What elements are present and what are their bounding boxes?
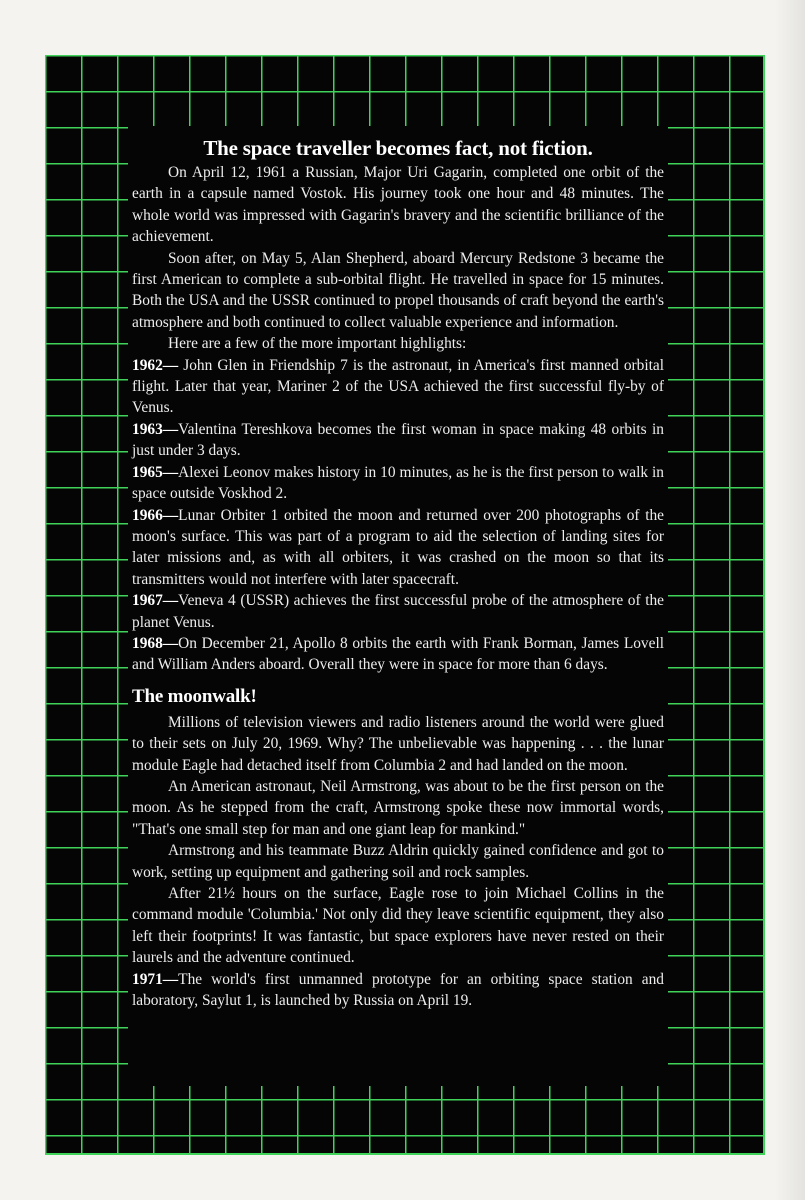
paragraph: After 21½ hours on the surface, Eagle rose to join Michael Collins in the command module 'Columbia.' Not only did they leave scientific equipment, they also left their footprints! It was fantastic, but space explorers have never rested on their laurels and the adventure continued. bbox=[132, 885, 664, 967]
highlight-year: 1968— bbox=[132, 634, 179, 652]
highlight-item bbox=[132, 633, 664, 676]
highlight-item bbox=[132, 355, 664, 419]
highlight-item bbox=[132, 505, 664, 591]
highlight-item bbox=[132, 590, 664, 633]
paragraph: Millions of television viewers and radio listeners around the world were glued to their sets on July 20, 1969. Why? The unbelievable was happening . . . the lunar module Eagle had detached itself from Columbia 2 and had landed on the moon. bbox=[132, 713, 664, 774]
highlight-item bbox=[132, 462, 664, 505]
highlight-year: 1965— bbox=[132, 463, 179, 481]
highlight-text: Lunar Orbiter 1 orbited the moon and returned over 200 photographs of the moon's surface. This was part of a program to aid the selection of landing sites for later missions and, as with all orbiters, it was crashed on the moon so that its transmitters would not interfere with later spacecraft. bbox=[132, 506, 664, 588]
paragraph: On April 12, 1961 a Russian, Major Uri Gagarin, completed one orbit of the earth in a capsule named Vostok. His journey took one hour and 48 minutes. The whole world was impressed with Gagarin's bravery and the scientific brilliance of the achievement. bbox=[132, 164, 664, 246]
section-title-space-traveller: The space traveller becomes fact, not fiction. bbox=[203, 136, 593, 160]
highlight-text: John Glen in Friendship 7 is the astronaut, in America's first manned orbital flight. Later that year, Mariner 2 of the USA achieved the first successful fly-by of Venus. bbox=[132, 356, 664, 417]
paragraph: Here are a few of the more important highlights: bbox=[168, 335, 467, 353]
highlight-year: 1963— bbox=[132, 420, 179, 438]
highlight-year: 1962— bbox=[132, 356, 179, 374]
paragraph: Soon after, on May 5, Alan Shepherd, aboard Mercury Redstone 3 became the first American to complete a sub-orbital flight. He travelled in space for 15 minutes. Both the USA and the USSR continued to propel thousands of craft beyond the earth's atmosphere and both continued to collect valuable experience and information. bbox=[132, 249, 664, 331]
paragraph: An American astronaut, Neil Armstrong, was about to be the first person on the moon. As he stepped from the craft, Armstrong spoke these now immortal words, "That's one small step for man and one giant leap for mankind." bbox=[132, 777, 664, 838]
highlight-text: Veneva 4 (USSR) achieves the first successful probe of the atmosphere of the planet Venus. bbox=[132, 592, 664, 631]
highlight-text: Valentina Tereshkova becomes the first woman in space making 48 orbits in just under 3 days. bbox=[132, 420, 664, 460]
highlight-year: 1967— bbox=[132, 592, 179, 610]
highlight-item bbox=[132, 969, 664, 1012]
highlight-text: Alexei Leonov makes history in 10 minutes, as he is the first person to walk in space outside Voskhod 2. bbox=[132, 463, 664, 503]
section-title-moonwalk: The moonwalk! bbox=[132, 685, 257, 707]
paragraph: Armstrong and his teammate Buzz Aldrin quickly gained confidence and got to work, setting up equipment and gathering soil and rock samples. bbox=[132, 842, 664, 881]
highlight-year: 1971— bbox=[132, 970, 179, 988]
article-text-block bbox=[128, 126, 668, 1086]
highlight-item bbox=[132, 419, 664, 462]
highlight-text: The world's first unmanned prototype for an orbiting space station and laboratory, Saylut 1, is launched by Russia on April 19. bbox=[132, 970, 664, 1010]
highlight-text: On December 21, Apollo 8 orbits the earth with Frank Borman, James Lovell and William Anders aboard. Overall they were in space for more than 6 days. bbox=[132, 634, 664, 674]
highlight-year: 1966— bbox=[132, 506, 179, 524]
page-edge bbox=[775, 0, 805, 1200]
